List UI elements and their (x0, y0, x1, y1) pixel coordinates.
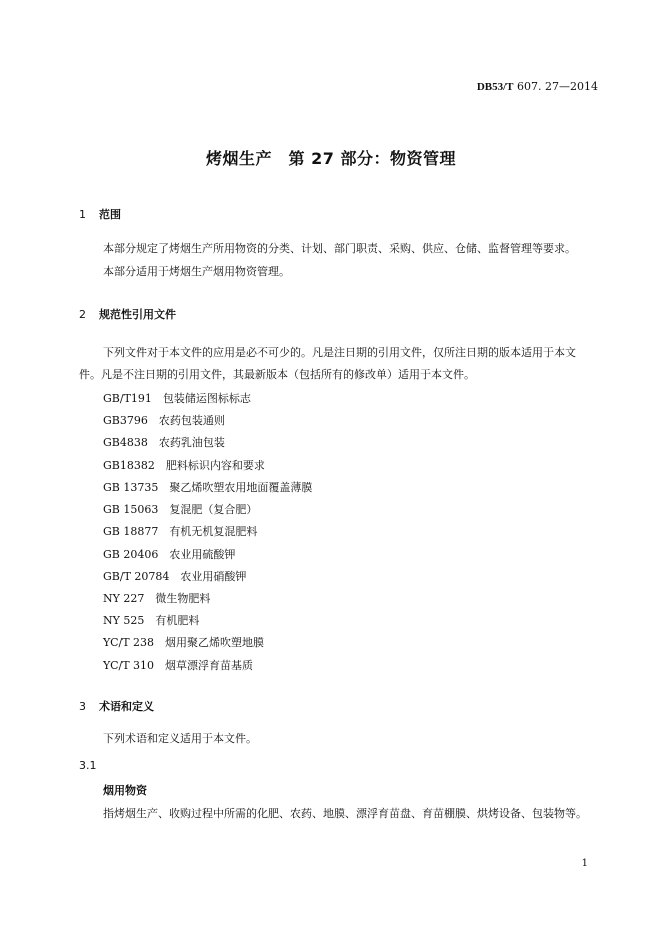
term-definition: 指烤烟生产、收购过程中所需的化肥、农药、地膜、漂浮育苗盘、育苗棚膜、烘烤设备、包装物等。 (103, 807, 587, 820)
clause-number: 3.1 (79, 759, 97, 772)
norm-refs-intro-line-2: 件。凡是不注日期的引用文件，其最新版本（包括所有的修改单）适用于本文件。 (79, 368, 475, 381)
scope-paragraph-2: 本部分适用于烤烟生产烟用物资管理。 (103, 265, 290, 278)
section-number: 1 (79, 208, 86, 221)
section-title: 术语和定义 (99, 700, 154, 713)
section-number: 3 (79, 700, 86, 713)
section-3-heading (79, 698, 154, 714)
section-2-heading (79, 306, 176, 322)
reference-item: NY 525 有机肥料 (103, 614, 200, 627)
section-title: 规范性引用文件 (99, 308, 176, 321)
reference-item: GB4838 农药乳油包装 (103, 436, 225, 449)
terms-intro: 下列术语和定义适用于本文件。 (103, 732, 257, 745)
section-1-heading (79, 206, 121, 222)
section-number: 2 (79, 308, 86, 321)
reference-item: GB 13735 聚乙烯吹塑农用地面覆盖薄膜 (103, 481, 313, 494)
reference-item: GB 18877 有机无机复混肥料 (103, 525, 258, 538)
scope-paragraph-1: 本部分规定了烤烟生产所用物资的分类、计划、部门职责、采购、供应、仓储、监督管理等要求。 (103, 242, 576, 255)
reference-item: NY 227 微生物肥料 (103, 592, 211, 605)
reference-item: GB/T191 包装储运图标标志 (103, 392, 251, 405)
standard-code: DB53/T 607. 27—2014 (476, 80, 598, 93)
reference-item: GB 15063 复混肥（复合肥） (103, 503, 258, 516)
norm-refs-intro-line-1: 下列文件对于本文件的应用是必不可少的。凡是注日期的引用文件，仅所注日期的版本适用于本文 (103, 346, 576, 359)
reference-item: YC/T 238 烟用聚乙烯吹塑地膜 (103, 636, 265, 649)
reference-item: GB18382 肥料标识内容和要求 (103, 459, 265, 472)
page-number: 1 (581, 858, 588, 869)
reference-item: YC/T 310 烟草漂浮育苗基质 (103, 659, 254, 672)
document-title: 烤烟生产 第 27 部分：物资管理 (206, 149, 456, 168)
reference-item: GB 20406 农业用硫酸钾 (103, 548, 236, 561)
term-name: 烟用物资 (103, 784, 147, 797)
reference-item: GB3796 农药包装通则 (103, 414, 225, 427)
section-title: 范围 (99, 208, 121, 221)
reference-item: GB/T 20784 农业用硝酸钾 (103, 570, 247, 583)
